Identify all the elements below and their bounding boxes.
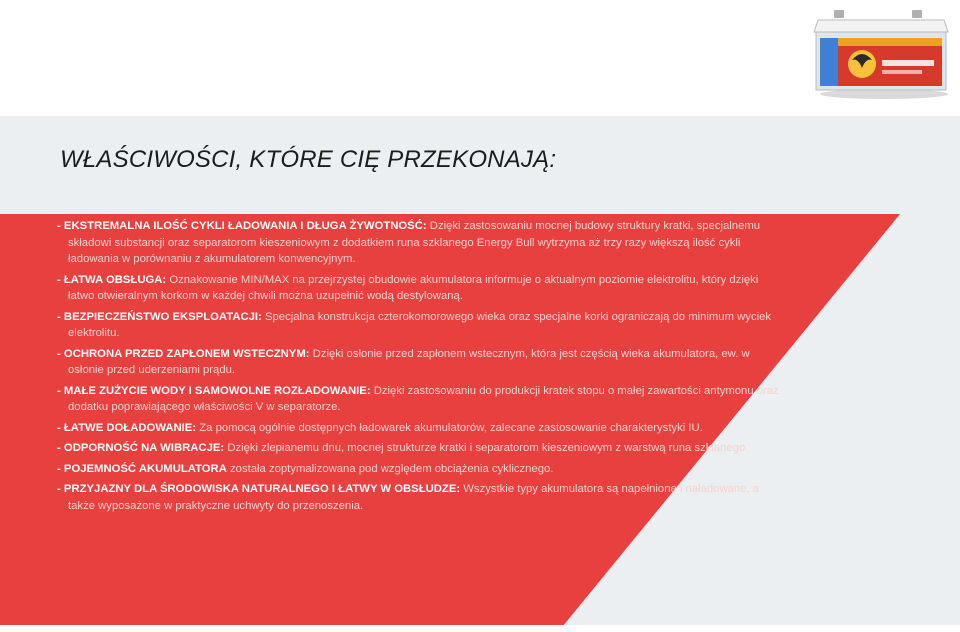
feature-dash: - <box>57 310 61 323</box>
feature-item <box>57 440 779 457</box>
feature-dash: - <box>57 483 61 495</box>
feature-label: ODPORNOŚĆ NA WIBRACJE: <box>63 442 225 454</box>
feature-label: MAŁE ZUŻYCIE WODY I SAMOWOLNE ROZŁADOWANIE: <box>63 384 371 397</box>
feature-label: BEZPIECZEŃSTWO EKSPLOATACJI: <box>63 310 262 323</box>
feature-label: ŁATWA OBSŁUGA: <box>63 273 167 286</box>
feature-dash: - <box>57 442 61 454</box>
bull-logo <box>848 50 876 78</box>
feature-text: Dzięki zastosowaniu mocnej budowy struktury kratki, specjalnemu składowi substancji oraz separatorom kieszeniowym z dodatkiem runa szklanego Energy Bull wytrzyma aż trzy razy większą ilość cykli ładowania w porównaniu z akumulatorem konwencyjnym. <box>68 220 761 265</box>
feature-list <box>57 218 779 518</box>
feature-item <box>57 272 779 305</box>
feature-label: OCHRONA PRZED ZAPŁONEM WSTECZNYM: <box>63 347 310 360</box>
feature-item <box>57 309 779 342</box>
feature-text: Wszystkie typy akumulatora są napełnione i naładowane, a także wyposażone w praktyczne uchwyty do przenoszenia. <box>68 483 760 512</box>
feature-dash: - <box>57 462 61 475</box>
feature-item <box>57 481 779 514</box>
feature-text: Specjalna konstrukcja czterokomorowego wieka oraz specjalne korki ograniczają do minimum wyciek elektrolitu. <box>68 310 772 339</box>
feature-item <box>57 218 779 268</box>
feature-label: PRZYJAZNY DLA ŚRODOWISKA NATURALNEGO I ŁATWY W OBSŁUDZE: <box>63 483 461 495</box>
feature-label: POJEMNOŚĆ AKUMULATORA <box>63 462 227 475</box>
feature-label: ŁATWE DOŁADOWANIE: <box>63 421 197 434</box>
bottom-strip <box>0 625 960 632</box>
feature-item <box>57 461 779 478</box>
feature-text: Dzięki osłonie przed zapłonem wstecznym, która jest częścią wieka akumulatora, ew. w osłonie przed uderzeniami prądu. <box>68 347 750 376</box>
feature-item <box>57 346 779 379</box>
feature-dash: - <box>57 421 61 434</box>
feature-dash: - <box>57 384 61 397</box>
feature-dash: - <box>57 220 61 232</box>
feature-text: Oznakowanie MIN/MAX na przejrzystej obudowie akumulatora informuje o aktualnym poziomie elektrolitu, który dzięki łatwo otwieralnym korkom w każdej chwili można uzupełnić wodą destylowaną. <box>68 273 759 302</box>
feature-label: EKSTREMALNA ILOŚĆ CYKLI ŁADOWANIA I DŁUGA ŻYWOTNOŚĆ: <box>63 220 427 232</box>
battery-icon <box>806 2 956 100</box>
feature-item <box>57 420 779 437</box>
feature-text: Za pomocą ogólnie dostępnych ładowarek akumulatorów, zalecane zastosowanie charakterystyki IU. <box>199 421 703 434</box>
page-heading: WŁAŚCIWOŚCI, KTÓRE CIĘ PRZEKONAJĄ: <box>60 146 557 173</box>
feature-text: Dzięki zlepianemu dnu, mocnej strukturze kratki i separatorom kieszeniowym z warstwą runa szklanego. <box>227 442 749 454</box>
feature-text: Dzięki zastosowaniu do produkcji kratek stopu o małej zawartości antymonu oraz dodatku poprawiającego właściwości V w separatorze. <box>68 384 779 413</box>
feature-dash: - <box>57 347 61 360</box>
feature-dash: - <box>57 273 61 286</box>
feature-text: została zoptymalizowana pod względem obciążenia cyklicznego. <box>230 462 554 475</box>
feature-item <box>57 383 779 416</box>
